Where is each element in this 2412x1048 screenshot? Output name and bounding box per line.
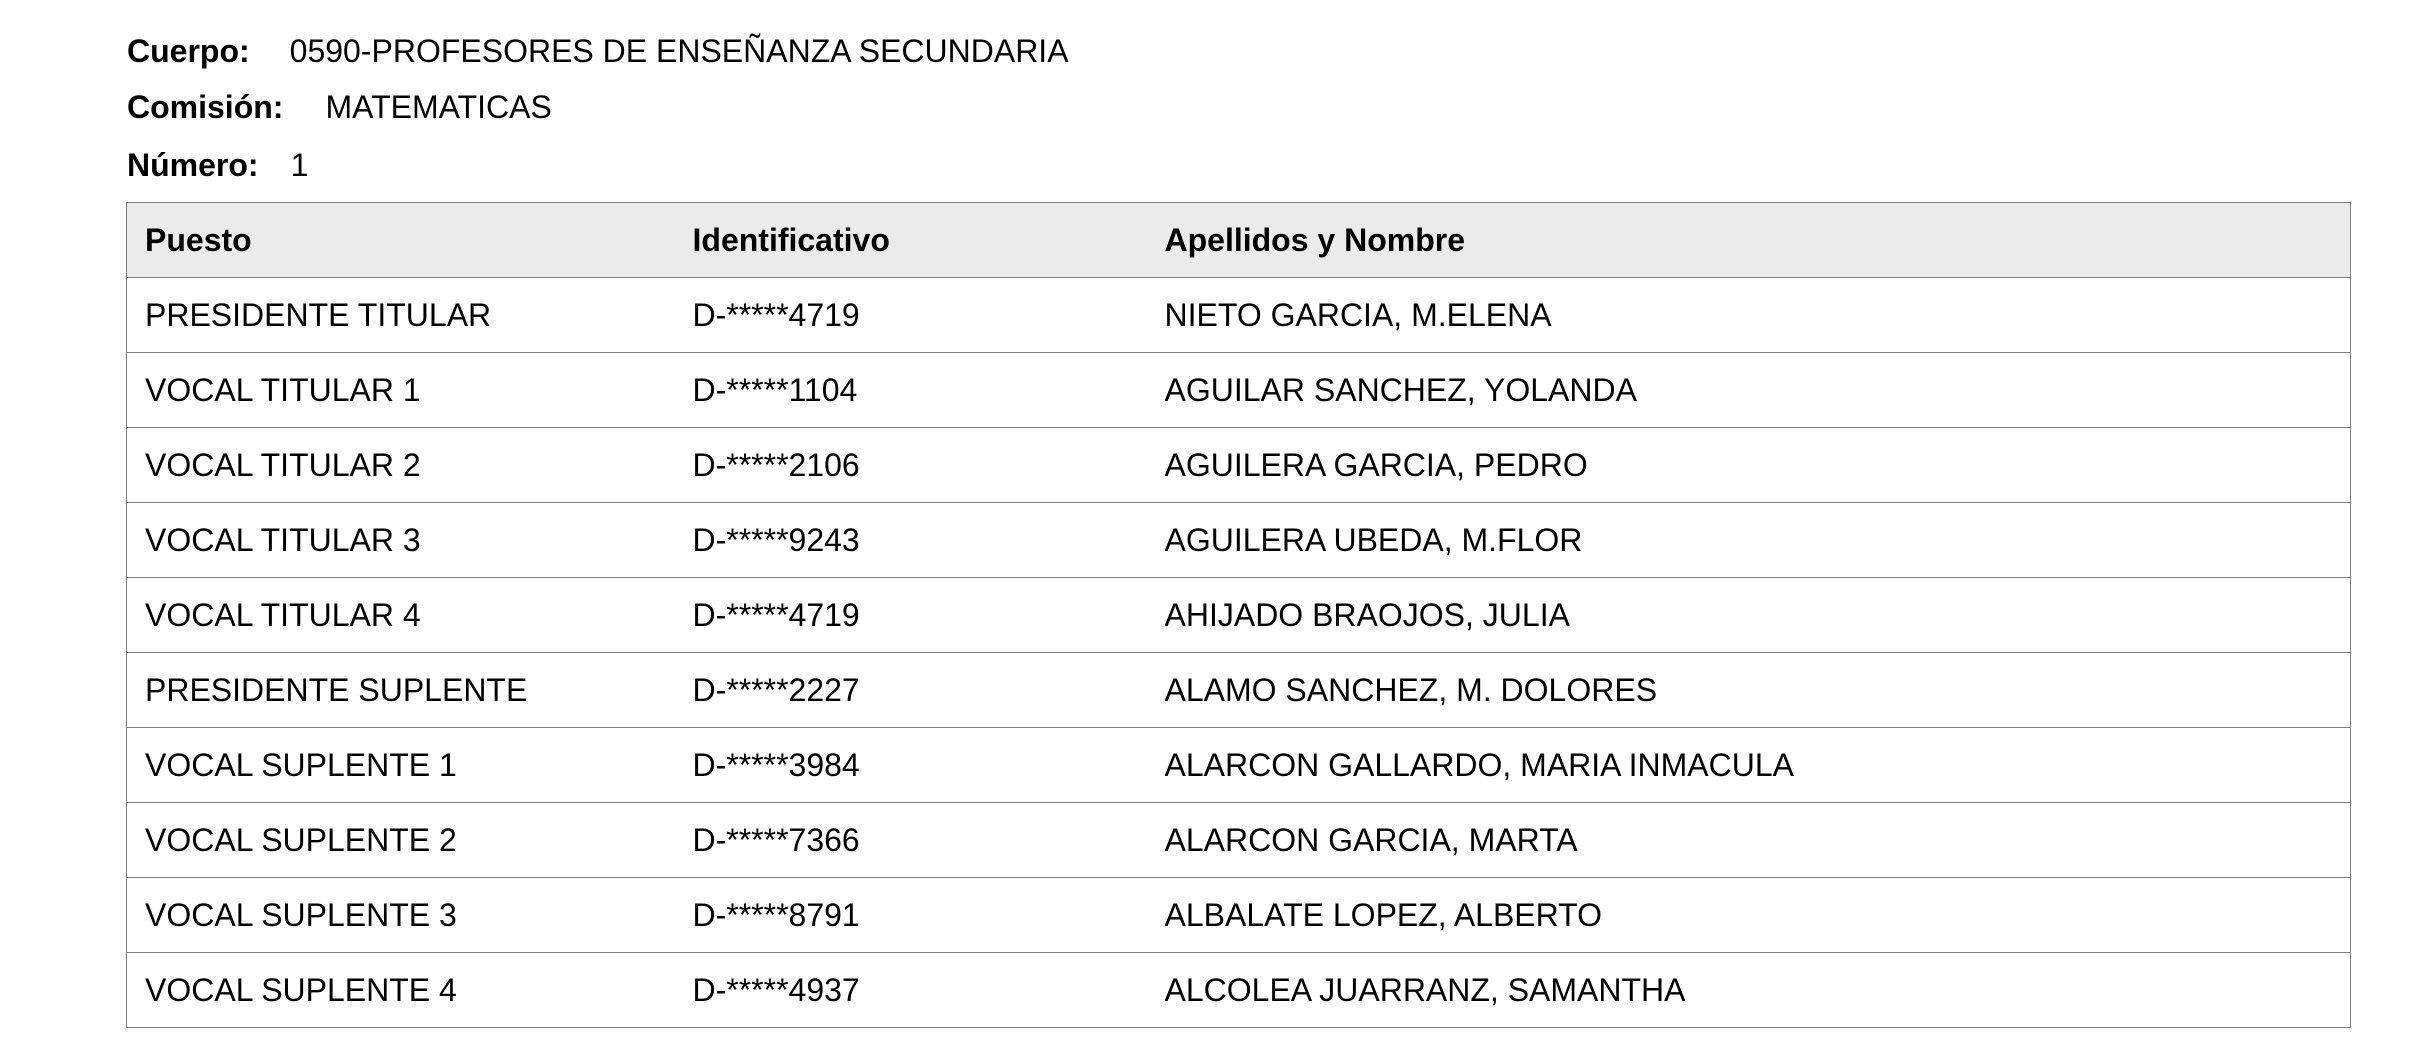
apellidos-nombre-cell: AGUILAR SANCHEZ, YOLANDA <box>1165 353 2351 428</box>
identificativo-cell: D-*****9243 <box>693 503 1165 578</box>
table-row <box>127 578 2351 653</box>
identificativo-cell: D-*****8791 <box>693 878 1165 953</box>
table-row <box>127 278 2351 353</box>
table-row <box>127 503 2351 578</box>
puesto-cell: VOCAL SUPLENTE 1 <box>127 728 693 803</box>
numero-label: Número: <box>127 147 259 183</box>
cuerpo-value: 0590-PROFESORES DE ENSEÑANZA SECUNDARIA <box>289 33 1069 69</box>
identificativo-cell: D-*****2106 <box>693 428 1165 503</box>
puesto-cell: VOCAL SUPLENTE 3 <box>127 878 693 953</box>
puesto-cell: VOCAL SUPLENTE 2 <box>127 803 693 878</box>
table-row <box>127 653 2351 728</box>
identificativo-cell: D-*****3984 <box>693 728 1165 803</box>
puesto-cell: VOCAL TITULAR 1 <box>127 353 693 428</box>
cuerpo-row <box>127 32 1069 70</box>
comision-label: Comisión: <box>127 89 284 125</box>
apellidos-nombre-cell: AGUILERA GARCIA, PEDRO <box>1165 428 2351 503</box>
apellidos-nombre-cell: AGUILERA UBEDA, M.FLOR <box>1165 503 2351 578</box>
table-row <box>127 878 2351 953</box>
apellidos-nombre-cell: AHIJADO BRAOJOS, JULIA <box>1165 578 2351 653</box>
identificativo-cell: D-*****2227 <box>693 653 1165 728</box>
table-body <box>127 278 2351 1028</box>
puesto-cell: VOCAL SUPLENTE 4 <box>127 953 693 1028</box>
numero-value: 1 <box>290 147 309 183</box>
apellidos-nombre-cell: ALARCON GARCIA, MARTA <box>1165 803 2351 878</box>
table-header-row <box>127 203 2351 278</box>
comision-value: MATEMATICAS <box>325 89 552 125</box>
column-header-apellidos-nombre: Apellidos y Nombre <box>1165 203 2351 278</box>
table-row <box>127 428 2351 503</box>
table-row <box>127 728 2351 803</box>
identificativo-cell: D-*****4719 <box>693 278 1165 353</box>
puesto-cell: VOCAL TITULAR 4 <box>127 578 693 653</box>
comision-row <box>127 88 552 126</box>
identificativo-cell: D-*****4719 <box>693 578 1165 653</box>
apellidos-nombre-cell: ALBALATE LOPEZ, ALBERTO <box>1165 878 2351 953</box>
apellidos-nombre-cell: ALAMO SANCHEZ, M. DOLORES <box>1165 653 2351 728</box>
puesto-cell: VOCAL TITULAR 3 <box>127 503 693 578</box>
apellidos-nombre-cell: NIETO GARCIA, M.ELENA <box>1165 278 2351 353</box>
apellidos-nombre-cell: ALCOLEA JUARRANZ, SAMANTHA <box>1165 953 2351 1028</box>
tribunal-table <box>126 202 2351 1028</box>
table-row <box>127 953 2351 1028</box>
identificativo-cell: D-*****1104 <box>693 353 1165 428</box>
puesto-cell: PRESIDENTE TITULAR <box>127 278 693 353</box>
numero-row <box>127 146 308 184</box>
table-row <box>127 803 2351 878</box>
apellidos-nombre-cell: ALARCON GALLARDO, MARIA INMACULA <box>1165 728 2351 803</box>
puesto-cell: VOCAL TITULAR 2 <box>127 428 693 503</box>
puesto-cell: PRESIDENTE SUPLENTE <box>127 653 693 728</box>
identificativo-cell: D-*****7366 <box>693 803 1165 878</box>
column-header-identificativo: Identificativo <box>693 203 1165 278</box>
table-row <box>127 353 2351 428</box>
identificativo-cell: D-*****4937 <box>693 953 1165 1028</box>
cuerpo-label: Cuerpo: <box>127 33 250 69</box>
column-header-puesto: Puesto <box>127 203 693 278</box>
